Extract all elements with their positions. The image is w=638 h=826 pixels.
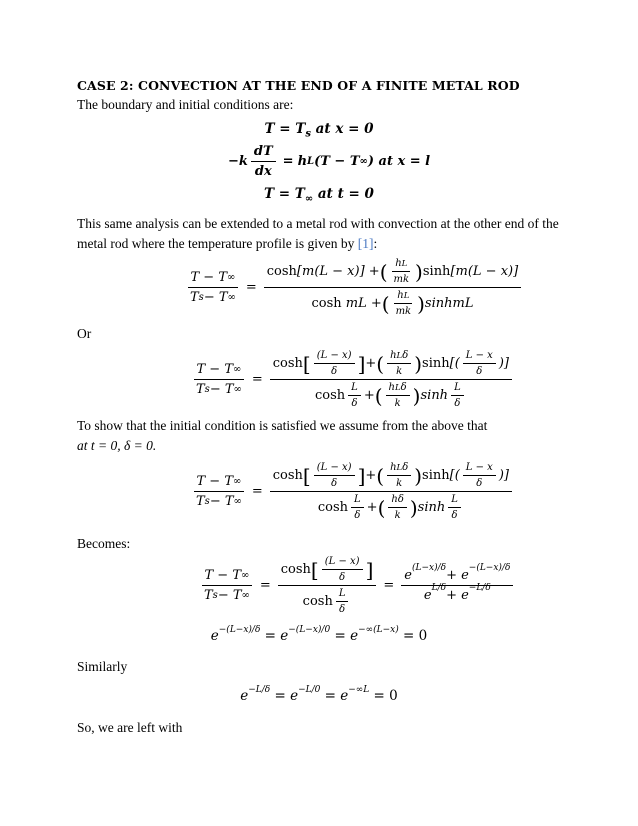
intro-text: The boundary and initial conditions are: (77, 97, 294, 112)
boundary-condition-2: −k $\frac{dT}{dx}$ = h L (T − T ∞ ) at x = l (228, 144, 431, 179)
initial-condition: $T = T_\infty$ at t = 0 (264, 186, 374, 205)
left-with-label: So, we are left with (77, 720, 183, 735)
paragraph-initial-condition (77, 416, 567, 456)
or-label: Or (77, 326, 92, 341)
similarly-label: Similarly (77, 659, 128, 674)
equation-temperature-profile: T − T ∞ T s − T ∞ = cosh [m(L − x)] + ( h L mk ) sinh [m(L − x)] cosh mL + ( h L mk ) sinhmL (184, 258, 524, 317)
paragraph-initial-condition-line2: at t = 0, δ = 0. (77, 438, 157, 453)
paragraph-initial-condition-line1: To show that the initial condition is satisfied we assume from the above that (77, 418, 488, 433)
paragraph-profile (77, 214, 567, 254)
equation-exponential-form: T − T ∞ T s − T ∞ = cosh [ $\frac{(L - x)}{\delta}$ ] cosh $\frac{L}{\delta}$ = e (L−x)/δ + e −(L−x)/δ e L/δ + e −L/δ (198, 556, 516, 615)
limit-1-result: 0 (418, 628, 428, 644)
limit-2-result: 0 (389, 688, 398, 704)
equation-delta-form-repeat: T − T ∞ T s − T ∞ = cosh [ $\frac{(L - x)}{\delta}$ ] + ( h L δ k ) sinh [( $\frac{L - x}{\delta}$ )] cosh $\frac{L}{\delta}$ + ( $\frac{h\delta}{k}$ ) sinh $\frac{L}{\delta}$ (190, 462, 515, 521)
paragraph-profile-text: This same analysis can be extended to a metal rod with convection at the other end of the metal rod where the temperature profile is given by (77, 216, 559, 251)
equation-limit-1: $e^{-(L-x)/\delta} = e^{-(L-x)/0} = e^{-\infty(L-x)} = 0$ (210, 625, 428, 644)
equation-delta-form: T − T ∞ T s − T ∞ = cosh [ $\frac{(L - x)}{\delta}$ ] + ( h L δ k ) sinh [( $\frac{L - x}{\delta}$ )] cosh $\frac{L}{\delta}$ + ( h L δ k ) sinh $\frac{L}{\delta}$ (190, 350, 515, 409)
section-heading: CASE 2: CONVECTION AT THE END OF A FINITE METAL ROD (77, 78, 520, 93)
becomes-label: Becomes: (77, 536, 131, 551)
boundary-condition-1: $T = T_s$ at x = 0 (264, 121, 374, 140)
paragraph-profile-end: : (373, 236, 378, 251)
citation-link[interactable]: [1] (357, 236, 374, 251)
equation-limit-2: $e^{-L/\delta} = e^{-L/0} = e^{-\infty L} = 0$ (240, 685, 398, 704)
